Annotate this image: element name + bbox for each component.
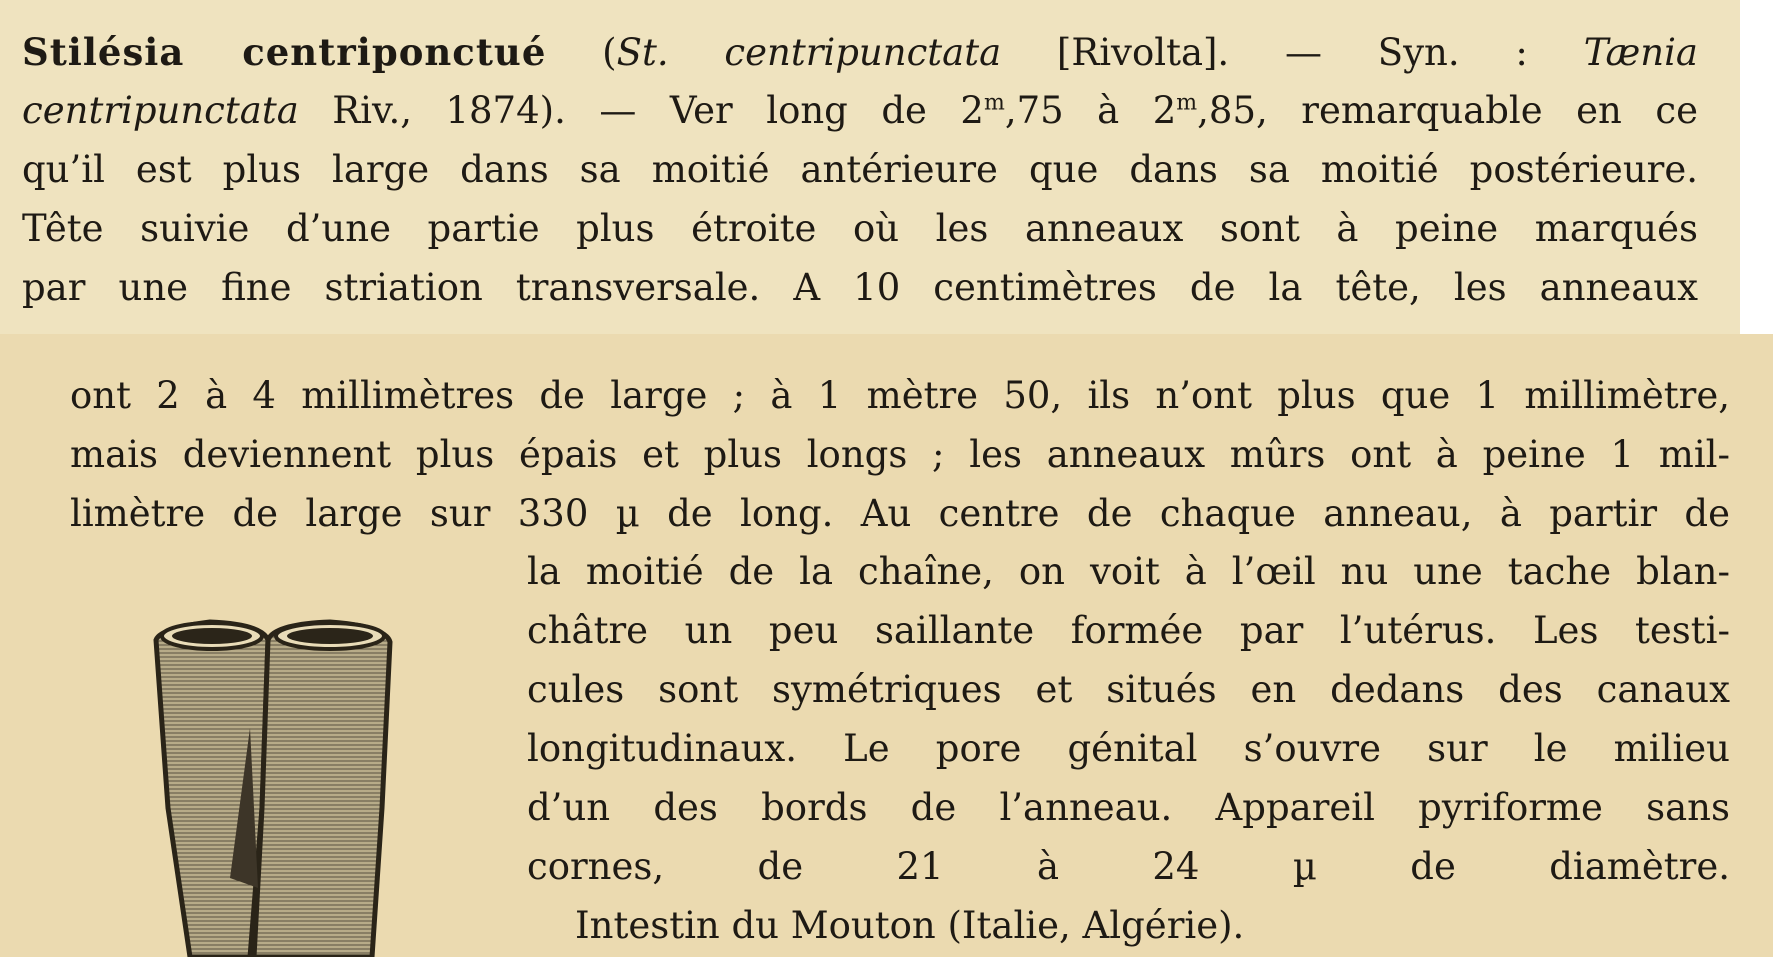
text-line: qu’il est plus large dans sa moitié antérieure que dans sa moitié postérieure. (22, 148, 1698, 191)
synonym: Tænia (1583, 31, 1698, 74)
text-line (22, 89, 1698, 133)
text: [Rivolta]. — Syn. : (1001, 31, 1584, 74)
text-line: longitudinaux. Le pore génital s’ouvre sur le milieu (527, 727, 1730, 770)
text-line: limètre de large sur 330 µ de long. Au centre de chaque anneau, à partir de (70, 492, 1730, 535)
superscript: m (1176, 90, 1198, 116)
superscript: m (983, 90, 1005, 116)
top-text-block (0, 0, 1740, 334)
text: ,85, remarquable en ce (1197, 89, 1698, 132)
text-line: châtre un peu saillante formée par l’utérus. Les testi- (527, 609, 1730, 652)
text: ( (546, 31, 617, 74)
scientific-name: St. centripunctata (616, 31, 1002, 74)
species-title: Stilésia centriponctué (22, 30, 547, 74)
specimen-illustration (150, 608, 420, 957)
text-line: mais deviennent plus épais et plus longs ; les anneaux mûrs ont à peine 1 mil- (70, 433, 1730, 476)
text: ,75 à 2 (1004, 89, 1177, 132)
text-line: ont 2 à 4 millimètres de large ; à 1 mètre 50, ils n’ont plus que 1 millimètre, (70, 374, 1730, 417)
text-line: cornes, de 21 à 24 µ de diamètre. (527, 845, 1730, 888)
habitat-line: Intestin du Mouton (Italie, Algérie). (575, 904, 1245, 947)
text-line: Tête suivie d’une partie plus étroite où les anneaux sont à peine marqués (22, 207, 1698, 250)
text-line (22, 30, 1698, 75)
text-line: cules sont symétriques et situés en dedans des canaux (527, 668, 1730, 711)
synonym: centripunctata (22, 89, 299, 132)
text-line: par une fine striation transversale. A 10 centimètres de la tête, les anneaux (22, 266, 1698, 309)
text: Riv., 1874). — Ver long de 2 (298, 89, 984, 132)
text-line: d’un des bords de l’anneau. Appareil pyriforme sans (527, 786, 1730, 829)
text-line: la moitié de la chaîne, on voit à l’œil nu une tache blan- (527, 550, 1730, 593)
